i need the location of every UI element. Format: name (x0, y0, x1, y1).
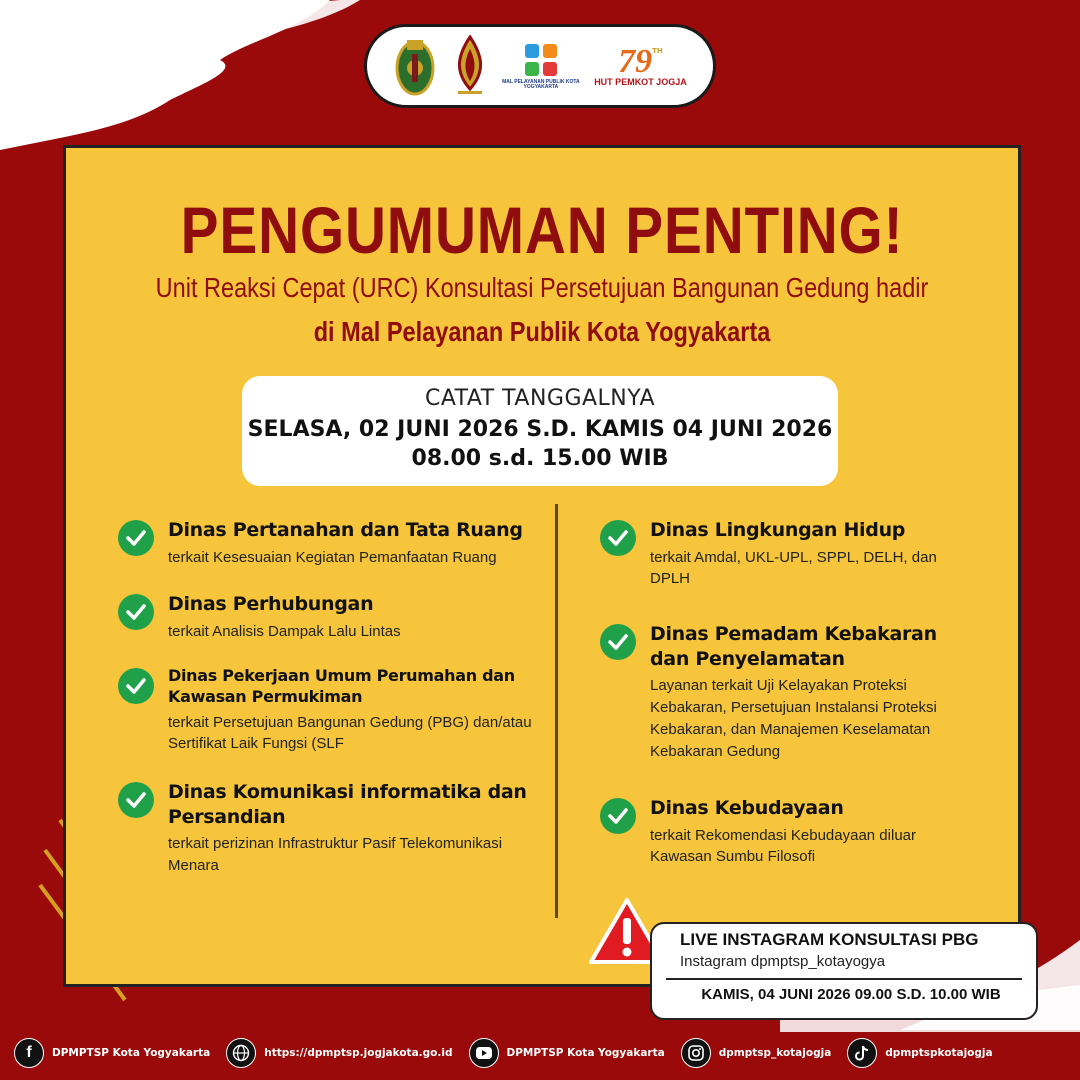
date-range: SELASA, 02 JUNI 2026 S.D. KAMIS 04 JUNI 2026 (247, 417, 833, 442)
item-title: Dinas Pemadam Kebakaran dan Penyelamatan (650, 623, 937, 670)
check-icon (600, 798, 636, 834)
live-schedule: KAMIS, 04 JUNI 2026 09.00 S.D. 10.00 WIB (701, 986, 1001, 1003)
footer-facebook[interactable] (14, 1038, 210, 1068)
footer-tiktok[interactable] (847, 1038, 992, 1068)
time-range: 08.00 s.d. 15.00 WIB (411, 446, 669, 471)
live-title: LIVE INSTAGRAM KONSULTASI PBG (680, 930, 979, 949)
hut-pemkot-logo (594, 45, 687, 87)
check-icon (600, 520, 636, 556)
page-title: PENGUMUMAN PENTING! (180, 193, 904, 267)
facebook-icon: f (14, 1038, 44, 1068)
logo-bar (364, 24, 716, 108)
item-desc: terkait Amdal, UKL-UPL, SPPL, DELH, dan DPLH (650, 548, 937, 588)
column-divider (555, 504, 558, 918)
hut-label: HUT PEMKOT JOGJA (594, 77, 687, 87)
item-desc: Layanan terkait Uji Kelayakan Proteksi Kebakaran, Persetujuan Instalansi Proteksi Kebakaran, dan Manajemen Keselamatan Kebakaran Gedung (650, 677, 937, 760)
location-text: di Mal Pelayanan Publik Kota Yogyakarta (313, 316, 771, 347)
live-instagram-box (650, 922, 1038, 1020)
check-icon (118, 520, 154, 556)
item-desc: terkait Rekomendasi Kebudayaan diluar Kawasan Sumbu Filosofi (650, 826, 916, 866)
item-title: Dinas Komunikasi informatika dan Persandian (168, 781, 527, 828)
hut-suffix: TH (652, 47, 663, 55)
item-title: Dinas Kebudayaan (650, 797, 844, 819)
hut-number: 79 (618, 43, 653, 80)
list-item (600, 518, 960, 590)
live-account: Instagram dpmptsp_kotayogya (680, 953, 886, 970)
item-desc: terkait Kesesuaian Kegiatan Pemanfaatan Ruang (168, 548, 497, 566)
list-item (600, 796, 960, 868)
list-item (118, 518, 548, 568)
footer-website[interactable] (226, 1038, 452, 1068)
youtube-label: DPMPTSP Kota Yogyakarta (506, 1047, 665, 1059)
item-title: Dinas Pertanahan dan Tata Ruang (168, 519, 523, 541)
segoro-amarto-logo (452, 35, 488, 97)
check-icon (118, 594, 154, 630)
item-title: Dinas Pekerjaan Umum Perumahan dan Kawasan Permukiman (168, 666, 515, 706)
item-desc: terkait perizinan Infrastruktur Pasif Telekomunikasi Menara (168, 835, 503, 875)
website-label: https://dpmptsp.jogjakota.go.id (264, 1047, 453, 1059)
list-item (118, 592, 548, 642)
instagram-label: dpmptsp_kotajogja (718, 1047, 832, 1059)
item-title: Dinas Lingkungan Hidup (650, 519, 906, 541)
list-item (600, 622, 960, 762)
announcement-panel (63, 145, 1021, 987)
subtitle: Unit Reaksi Cepat (URC) Konsultasi Persetujuan Bangunan Gedung hadir (155, 272, 929, 303)
check-icon (118, 668, 154, 704)
footer (14, 1036, 1070, 1070)
item-desc: terkait Analisis Dampak Lalu Lintas (168, 622, 401, 640)
list-item (118, 666, 548, 755)
instagram-icon (681, 1038, 711, 1068)
date-heading: CATAT TANGGALNYA (424, 386, 656, 411)
mpp-logo (502, 42, 580, 91)
check-icon (118, 782, 154, 818)
item-desc: terkait Persetujuan Bangunan Gedung (PBG) dan/atau Sertifikat Laik Fungsi (SLF (168, 713, 532, 753)
live-divider (666, 978, 1022, 980)
footer-instagram[interactable] (681, 1038, 832, 1068)
footer-youtube[interactable] (469, 1038, 665, 1068)
mpp-caption: MAL PELAYANAN PUBLIK KOTA YOGYAKARTA (502, 78, 580, 90)
list-item (118, 780, 548, 877)
city-seal-logo (393, 34, 437, 98)
item-title: Dinas Perhubungan (168, 593, 374, 615)
youtube-icon (469, 1038, 499, 1068)
check-icon (600, 624, 636, 660)
tiktok-label: dpmptspkotajogja (885, 1047, 993, 1059)
date-box (242, 376, 838, 486)
facebook-label: DPMPTSP Kota Yogyakarta (52, 1047, 211, 1059)
globe-icon (226, 1038, 256, 1068)
tiktok-icon (847, 1038, 877, 1068)
